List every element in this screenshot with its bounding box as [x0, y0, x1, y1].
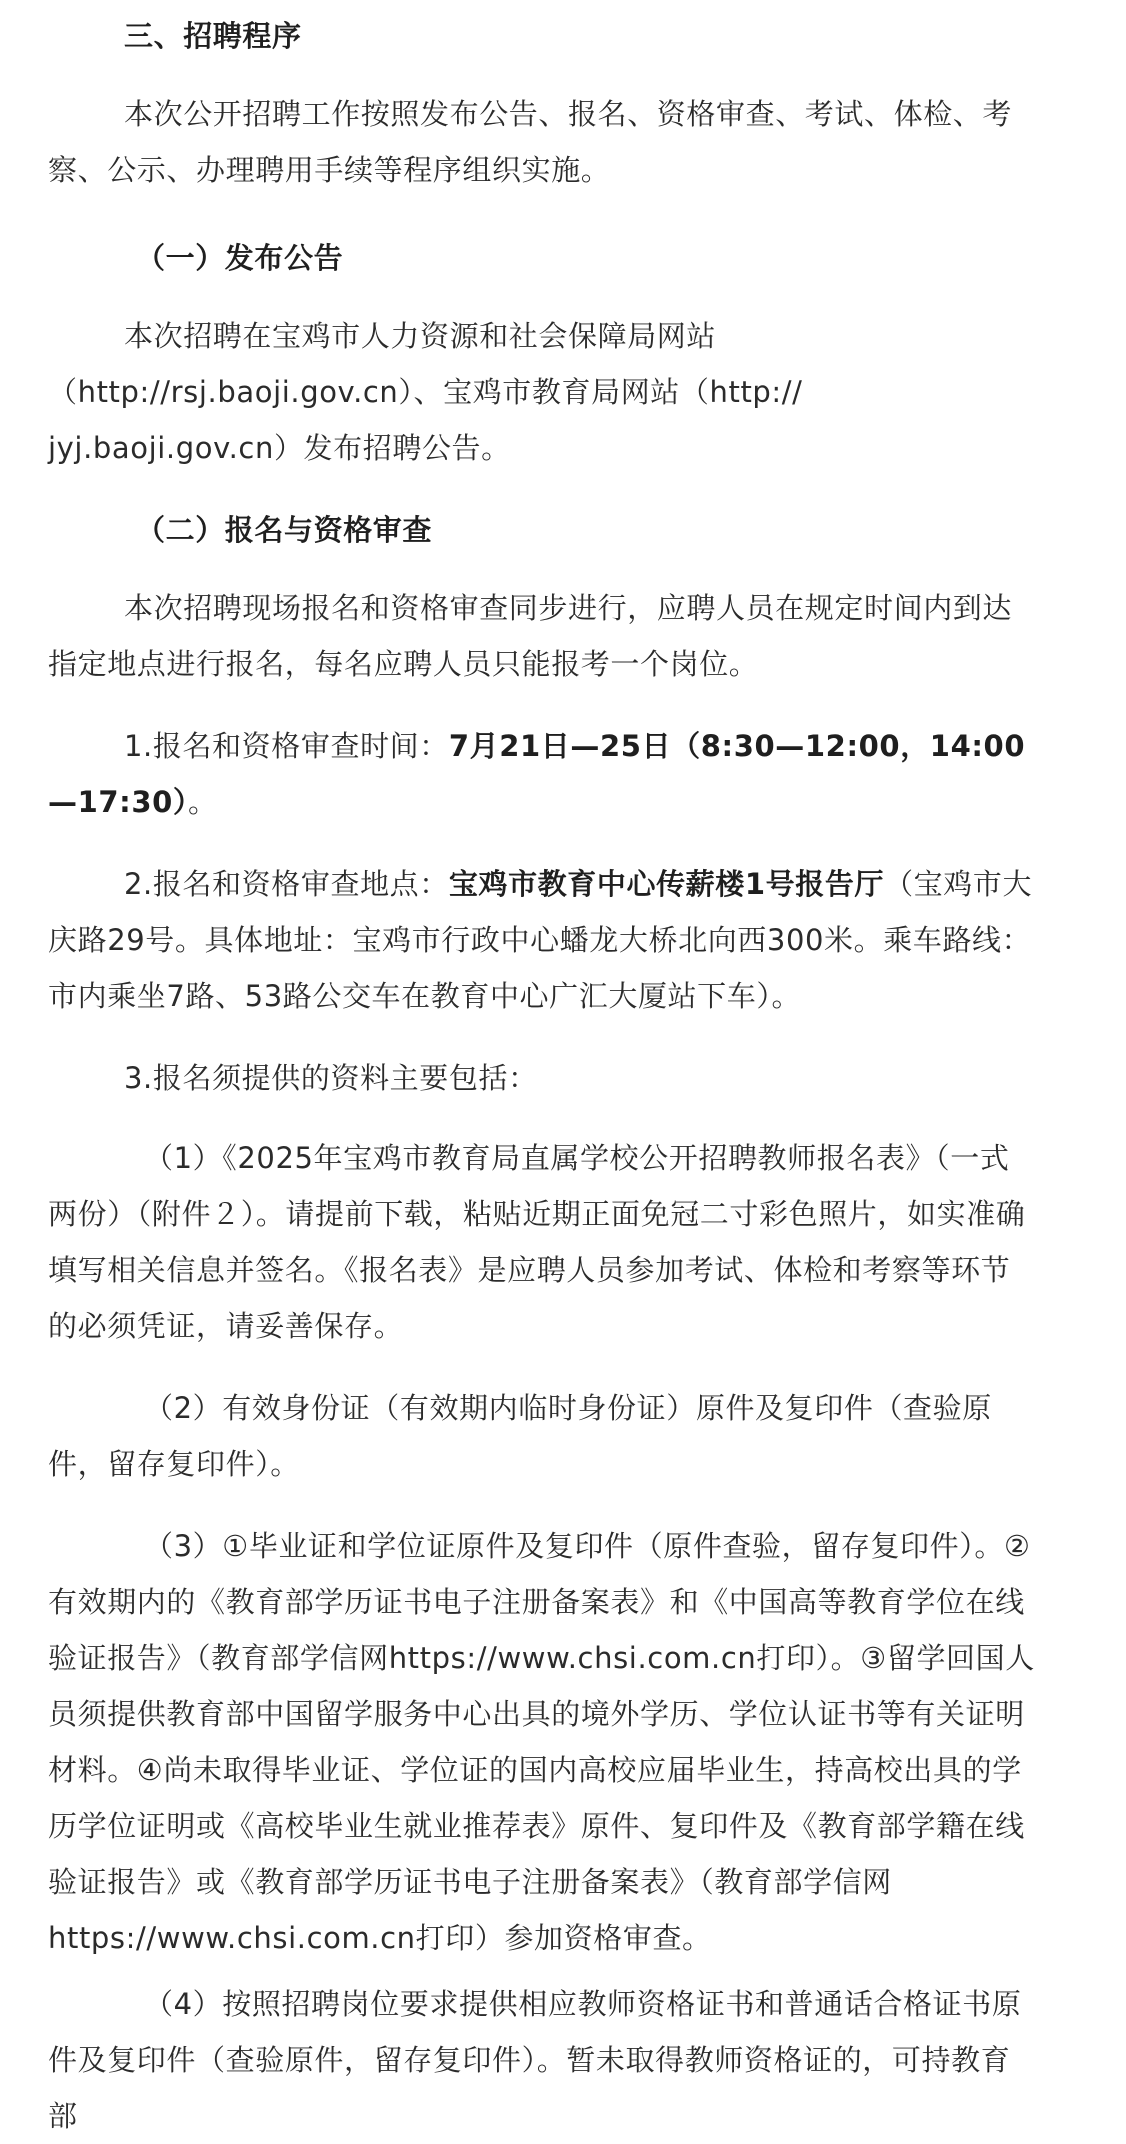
- registration-time-label: 1.报名和资格审查时间：: [124, 729, 449, 763]
- subsection-title-announcement: （一）发布公告: [136, 241, 344, 275]
- materials-item-4: （4）按照招聘岗位要求提供相应教师资格证书和普通话合格证书原件及复印件（查验原件，留存复印件）。暂未取得教师资格证的，可持教育部: [48, 1987, 1022, 2133]
- subsection-title-registration: （二）报名与资格审查: [136, 513, 433, 547]
- registration-location-detail: （宝鸡市大庆路29号。具体地址：宝鸡市行政中心蟠龙大桥北向西300米。乘车路线：市内乘坐7路、53路公交车在教育中心广汇大厦站下车）。: [48, 867, 1033, 1013]
- registration-location-label: 2.报名和资格审查地点：: [124, 867, 449, 901]
- registration-intro: 本次招聘现场报名和资格审查同步进行，应聘人员在规定时间内到达指定地点进行报名，每名应聘人员只能报考一个岗位。: [48, 591, 1013, 681]
- announcement-line-3: jyj.baoji.gov.cn）发布招聘公告。: [48, 431, 511, 465]
- announcement-line-2: （http://rsj.baoji.gov.cn）、宝鸡市教育局网站（http://: [48, 375, 803, 409]
- section-title: 三、招聘程序: [124, 19, 302, 53]
- registration-location: [48, 856, 1038, 1024]
- materials-item-2: （2）有效身份证（有效期内临时身份证）原件及复印件（查验原件，留存复印件）。: [48, 1391, 992, 1481]
- materials-heading: 3.报名须提供的资料主要包括：: [124, 1061, 538, 1095]
- registration-time: [48, 718, 1038, 830]
- announcement-line-1: 本次招聘在宝鸡市人力资源和社会保障局网站: [124, 319, 717, 353]
- materials-item-3: （3）①毕业证和学位证原件及复印件（原件查验，留存复印件）。②有效期内的《教育部学历证书电子注册备案表》和《中国高等教育学位在线验证报告》（教育部学信网https://www.chsi.com.cn打印）。③留学回国人员须提供教育部中国留学服务中心出具的境外学历、学位认证书等有关证明材料。④尚未取得毕业证、学位证的国内高校应届毕业生，持高校出具的学历学位证明或《高校毕业生就业推荐表》原件、复印件及《教育部学籍在线验证报告》或《教育部学历证书电子注册备案表》（教育部学信网https://www.chsi.com.cn打印）参加资格审查。: [48, 1529, 1035, 1955]
- registration-location-venue: 宝鸡市教育中心传薪楼1号报告厅: [448, 867, 885, 901]
- registration-time-value: 7月21日—25日（8:30—12:00，14:00—17:30）: [48, 729, 1026, 819]
- registration-time-tail: 。: [188, 785, 218, 819]
- intro-paragraph: 本次公开招聘工作按照发布公告、报名、资格审查、考试、体检、考察、公示、办理聘用手续等程序组织实施。: [48, 97, 1013, 187]
- materials-item-1: （1）《2025年宝鸡市教育局直属学校公开招聘教师报名表》（一式两份）（附件２）。请提前下载，粘贴近期正面免冠二寸彩色照片，如实准确填写相关信息并签名。《报名表》是应聘人员参加考试、体检和考察等环节的必须凭证，请妥善保存。: [48, 1141, 1026, 1343]
